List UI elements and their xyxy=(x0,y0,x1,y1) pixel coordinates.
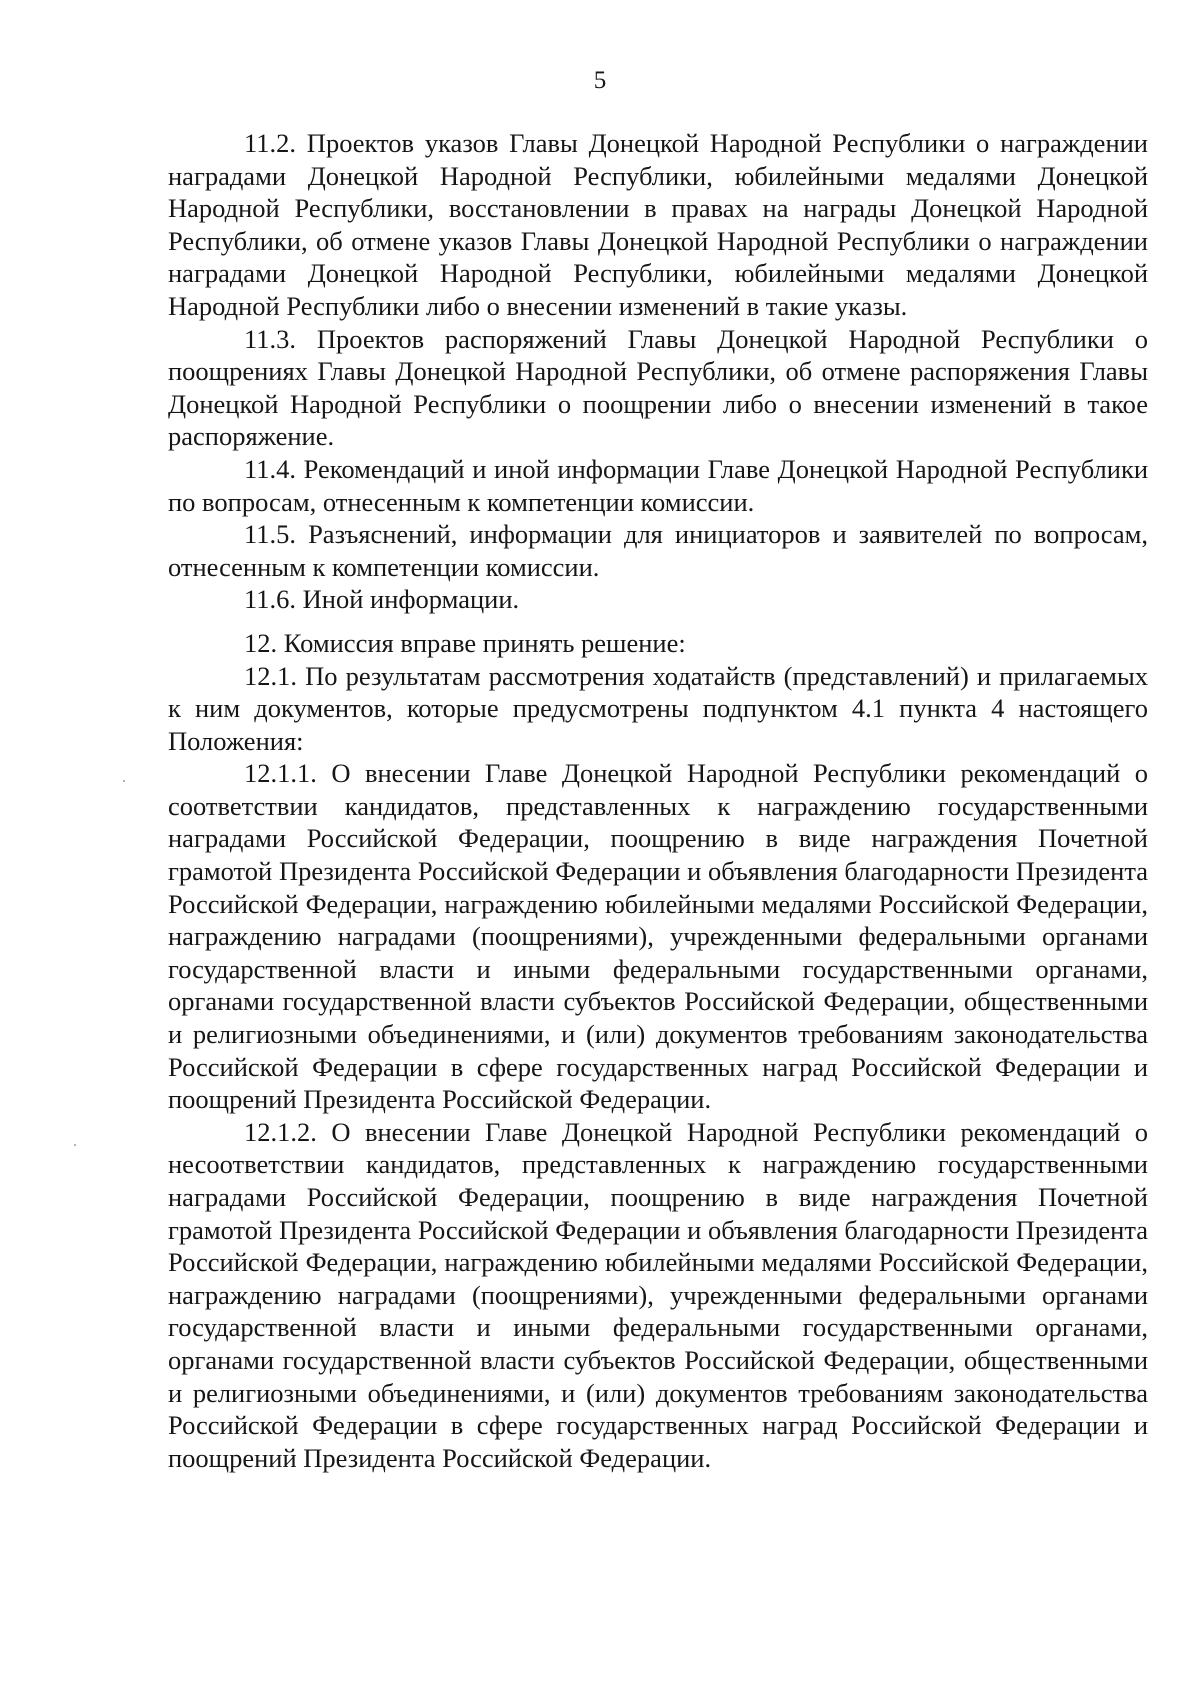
paragraph-11-3: 11.3. Проектов распоряжений Главы Донецкой Народной Республики о поощрениях Главы Донецкой Народной Республики, об отмене распоряжения Главы Донецкой Народной Республики о поощрении либо о внесении изменений в такое распоряжение. xyxy=(168,323,1148,452)
paragraph-11-5: 11.5. Разъяснений, информации для инициаторов и заявителей по вопросам, отнесенным к компетенции комиссии. xyxy=(168,519,1148,582)
paragraph-11-6: 11.6. Иной информации. xyxy=(244,584,520,615)
document-body xyxy=(168,127,1148,1474)
scan-speck xyxy=(123,780,125,782)
paragraph-12-1-2: 12.1.2. О внесении Главе Донецкой Народной Республики рекомендаций о несоответствии кандидатов, представленных к награждению государственными наградами Российской Федерации, поощрению в виде награждения Почетной грамотой Президента Российской Федерации и объявления благодарности Президента Российской Федерации, награждению юбилейными медалями Российской Федерации, награждению наградами (поощрениями), учрежденными федеральными органами государственной власти и иными федеральными государственными органами, органами государственной власти субъектов Российской Федерации, общественными и религиозными объединениями, и (или) документов требованиям законодательства Российской Федерации в сфере государственных наград Российской Федерации и поощрений Президента Российской Федерации. xyxy=(168,1116,1148,1473)
paragraph-12-1: 12.1. По результатам рассмотрения ходатайств (представлений) и прилагаемых к ним документов, которые предусмотрены подпунктом 4.1 пункта 4 настоящего Положения: xyxy=(168,660,1148,756)
paragraph-12: 12. Комиссия вправе принять решение: xyxy=(244,627,686,658)
paragraph-12-1-1: 12.1.1. О внесении Главе Донецкой Народной Республики рекомендаций о соответствии кандидатов, представленных к награждению государственными наградами Российской Федерации, поощрению в виде награждения Почетной грамотой Президента Российской Федерации и объявления благодарности Президента Российской Федерации, награждению юбилейными медалями Российской Федерации, награждению наградами (поощрениями), учрежденными федеральными органами государственной власти и иными федеральными государственными органами, органами государственной власти субъектов Российской Федерации, общественными и религиозными объединениями, и (или) документов требованиям законодательства Российской Федерации в сфере государственных наград Российской Федерации и поощрений Президента Российской Федерации. xyxy=(168,758,1148,1115)
paragraph-11-2: 11.2. Проектов указов Главы Донецкой Народной Республики о награждении наградами Донецкой Народной Республики, юбилейными медалями Донецкой Народной Республики, восстановлении в правах на награды Донецкой Народной Республики, об отмене указов Главы Донецкой Народной Республики о награждении наградами Донецкой Народной Республики, юбилейными медалями Донецкой Народной Республики либо о внесении изменений в такие указы. xyxy=(168,128,1148,321)
page-number: 5 xyxy=(593,67,607,94)
scan-speck xyxy=(74,1144,76,1146)
paragraph-11-4: 11.4. Рекомендаций и иной информации Главе Донецкой Народной Республики по вопросам, отнесенным к компетенции комиссии. xyxy=(168,453,1148,517)
